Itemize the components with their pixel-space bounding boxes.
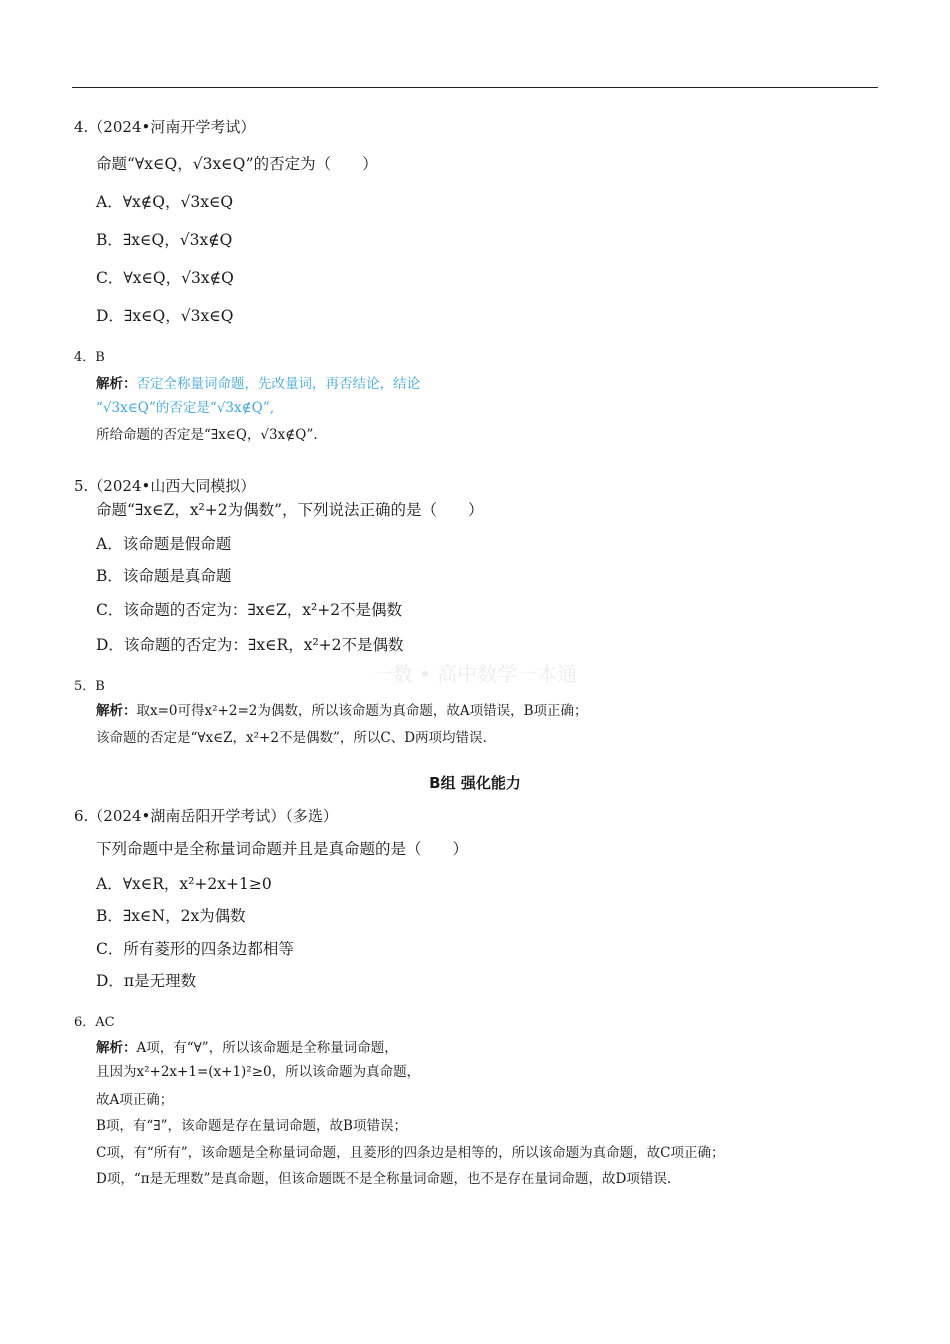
q4-heading: 4.（2024•河南开学考试） <box>74 118 256 136</box>
q4-option-a: A．∀x∉Q，√3x∈Q <box>96 193 234 211</box>
q5-explanation-line-2: 该命题的否定是“∀x∈Z，x²+2不是偶数”，所以C、D两项均错误. <box>96 730 487 746</box>
q4-stem: 命题“∀x∈Q，√3x∈Q”的否定为（ ） <box>96 155 378 173</box>
q6-option-a: A．∀x∈R，x²+2x+1≥0 <box>96 875 272 893</box>
q5-answer: 5．B <box>74 679 105 694</box>
q6-answer: 6．AC <box>74 1015 115 1030</box>
q6-heading: 6.（2024•湖南岳阳开学考试）（多选） <box>74 807 338 825</box>
group-title: B组 强化能力 <box>429 774 521 792</box>
q5-option-b: B．该命题是真命题 <box>96 567 232 585</box>
q4-explanation-line-2: “√3x∈Q”的否定是“√3x∉Q”, <box>96 400 275 416</box>
q6-explanation-line-2: 且因为x²+2x+1=(x+1)²≥0，所以该命题为真命题， <box>96 1064 421 1080</box>
header-rule <box>72 87 878 88</box>
explanation-highlight: 否定全称量词命题，先改量词，再否结论，结论 <box>136 376 420 392</box>
explanation-text: A项，有“∀”，所以该命题是全称量词命题， <box>136 1040 398 1056</box>
q4-option-d: D．∃x∈Q，√3x∈Q <box>96 307 234 325</box>
q6-option-c: C．所有菱形的四条边都相等 <box>96 940 294 958</box>
q5-heading: 5.（2024•山西大同模拟） <box>74 477 256 495</box>
q5-stem: 命题“∃x∈Z，x²+2为偶数”，下列说法正确的是（ ） <box>96 501 484 519</box>
q5-explanation-line-1 <box>96 699 588 719</box>
q4-option-c: C．∀x∈Q，√3x∉Q <box>96 269 234 287</box>
q6-explanation-line-4: B项，有“∃”，该命题是存在量词命题，故B项错误； <box>96 1118 407 1134</box>
q6-option-b: B．∃x∈N，2x为偶数 <box>96 907 246 925</box>
q6-explanation-line-3: 故A项正确； <box>96 1092 174 1108</box>
q4-option-b: B．∃x∈Q，√3x∉Q <box>96 231 233 249</box>
q4-explanation-line-3: 所给命题的否定是“∃x∈Q，√3x∉Q”. <box>96 427 318 443</box>
q6-stem: 下列命题中是全称量词命题并且是真命题的是（ ） <box>96 840 469 858</box>
q4-answer: 4．B <box>74 350 105 365</box>
explanation-label: 解析： <box>96 703 137 719</box>
q4-explanation-line-1 <box>96 372 420 392</box>
explanation-label: 解析： <box>96 376 137 392</box>
q5-option-c: C．该命题的否定为：∃x∈Z，x²+2不是偶数 <box>96 601 403 619</box>
q6-explanation-line-1 <box>96 1036 398 1056</box>
q5-option-d: D．该命题的否定为：∃x∈R，x²+2不是偶数 <box>96 636 404 654</box>
q5-option-a: A．该命题是假命题 <box>96 535 232 553</box>
explanation-text: 取x=0可得x²+2=2为偶数，所以该命题为真命题，故A项错误，B项正确； <box>136 703 588 719</box>
explanation-label: 解析： <box>96 1040 137 1056</box>
q6-explanation-line-5: C项，有“所有”，该命题是全称量词命题，且菱形的四条边是相等的，所以该命题为真命题，故C项正确； <box>96 1145 725 1161</box>
q6-explanation-line-6: D项，“π是无理数”是真命题，但该命题既不是全称量词命题，也不是存在量词命题，故D项错误. <box>96 1171 672 1187</box>
q6-option-d: D．π是无理数 <box>96 972 197 990</box>
watermark: 一数 • 高中数学一本通 <box>372 662 578 686</box>
